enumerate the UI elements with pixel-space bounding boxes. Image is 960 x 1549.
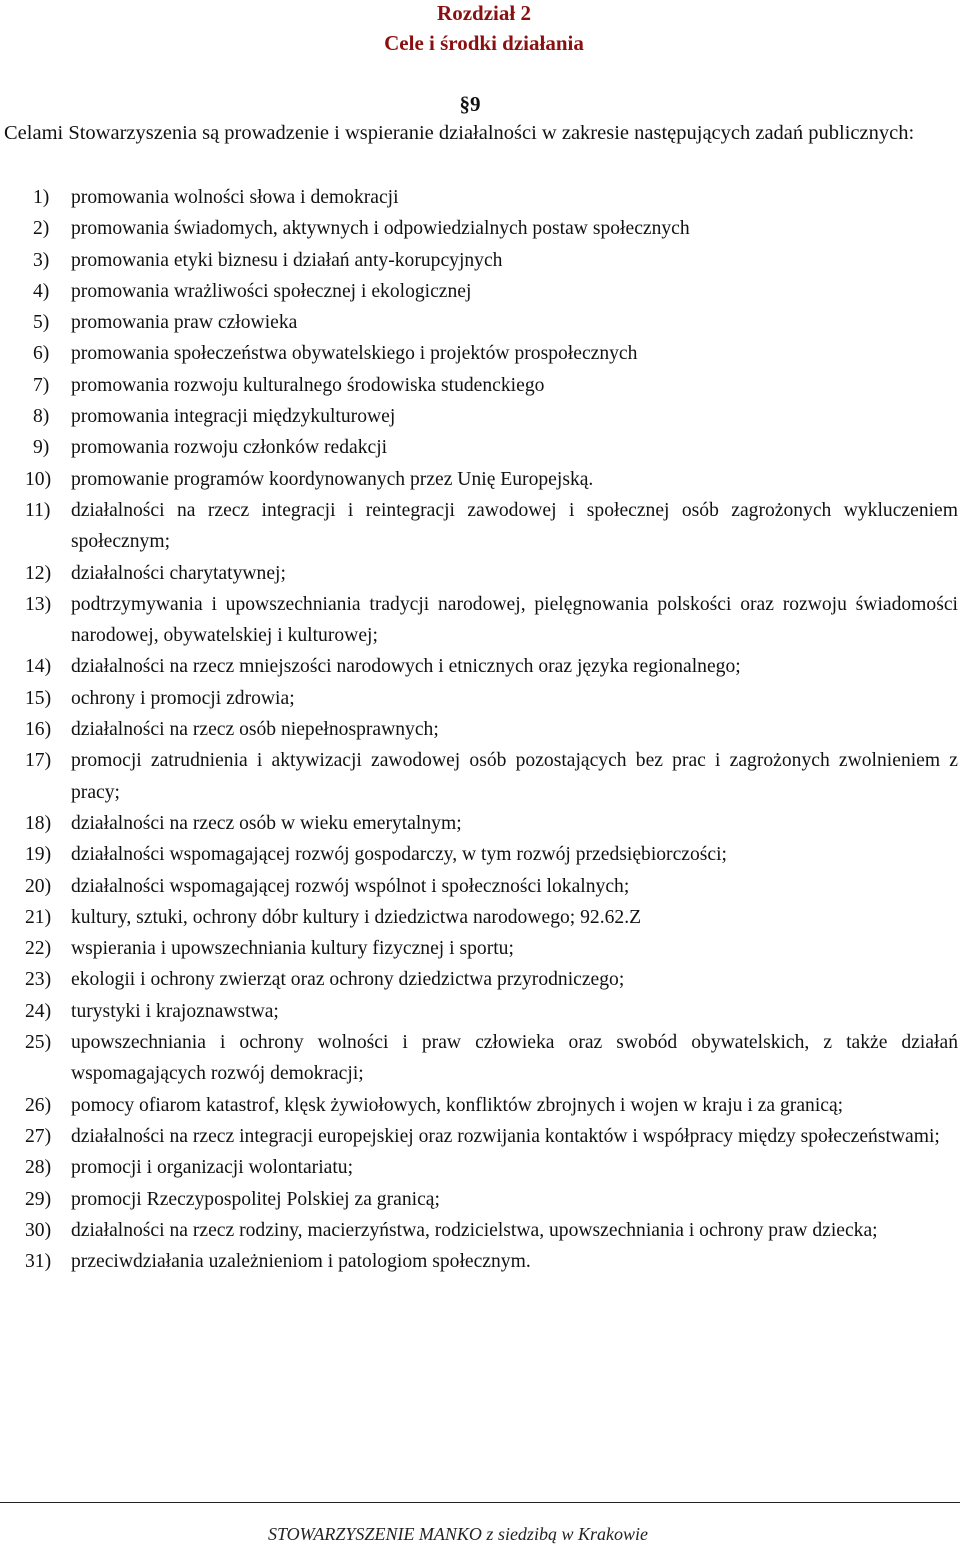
list-item-text: działalności na rzecz mniejszości narodowych i etnicznych oraz języka regionalnego; (71, 656, 741, 678)
list-item-text: działalności wspomagającej rozwój gospodarczy, w tym rozwój przedsiębiorczości; (71, 844, 727, 866)
list-item-number: 14) (25, 656, 52, 678)
list-item (0, 276, 960, 307)
list-item-text: wspierania i upowszechniania kultury fizycznej i sportu; (71, 938, 514, 960)
list-item-text: działalności na rzecz rodziny, macierzyństwa, rodzicielstwa, upowszechniania i ochrony praw dziecka; (71, 1219, 878, 1241)
list-item-number: 31) (25, 1251, 52, 1273)
list-item (0, 589, 960, 652)
list-item-text: upowszechniania i ochrony wolności i praw człowieka oraz swobód obywatelskich, z także działań wspomagających rozwój demokracji; (71, 1032, 958, 1085)
list-item-number: 9) (33, 437, 50, 459)
list-item-number: 7) (33, 374, 50, 396)
list-item-text: promocji zatrudnienia i aktywizacji zawodowej osób pozostających bez prac i zagrożonych zwolnieniem z pracy; (71, 750, 958, 803)
list-item-text: ekologii i ochrony zwierząt oraz ochrony dziedzictwa przyrodniczego; (71, 969, 625, 991)
list-item-text: promowania świadomych, aktywnych i odpowiedzialnych postaw społecznych (71, 218, 690, 240)
list-item-number: 22) (25, 938, 52, 960)
list-item-number: 12) (25, 562, 52, 584)
list-item-number: 11) (25, 499, 51, 521)
list-item-number: 28) (25, 1157, 52, 1179)
list-item-number: 1) (33, 187, 50, 208)
list-item (0, 683, 960, 714)
list-item-number: 5) (33, 312, 50, 334)
list-item-text: promocji Rzeczypospolitej Polskiej za granicą; (71, 1188, 440, 1210)
list-item (0, 307, 960, 338)
list-item-text: działalności na rzecz osób w wieku emerytalnym; (71, 812, 462, 834)
intro-paragraph: Celami Stowarzyszenia są prowadzenie i wspieranie działalności w zakresie następujących zadań publicznych: (4, 122, 915, 144)
list-item-number: 3) (33, 249, 50, 271)
list-item-text: działalności na rzecz integracji i reintegracji zawodowej i społecznej osób zagrożonych wykluczeniem społecznym; (71, 499, 958, 553)
list-item (0, 996, 960, 1027)
list-item (0, 558, 960, 589)
list-item (0, 964, 960, 995)
list-item-text: promowanie programów koordynowanych przez Unię Europejską. (71, 468, 594, 490)
list-item (0, 245, 960, 276)
list-item (0, 432, 960, 463)
list-item (0, 401, 960, 432)
list-item (0, 370, 960, 401)
list-item-number: 16) (25, 719, 52, 741)
list-item (0, 871, 960, 902)
footer-divider (0, 1502, 960, 1503)
list-item (0, 1215, 960, 1246)
list-item-text: pomocy ofiarom katastrof, klęsk żywiołowych, konfliktów zbrojnych i wojen w kraju i za granicą; (71, 1094, 844, 1116)
list-item-text: promowania wolności słowa i demokracji (71, 187, 399, 208)
list-item (0, 1152, 960, 1183)
list-item-number: 2) (33, 218, 50, 240)
list-item-text: promowania praw człowieka (71, 312, 298, 334)
list-item (0, 1027, 960, 1090)
list-item-text: promowania wrażliwości społecznej i ekologicznej (71, 280, 472, 302)
list-item-number: 6) (33, 343, 50, 365)
list-item-number: 8) (33, 406, 50, 428)
list-item-text: kultury, sztuki, ochrony dóbr kultury i dziedzictwa narodowego; 92.62.Z (71, 906, 642, 928)
list-item-text: promocji i organizacji wolontariatu; (71, 1157, 354, 1179)
list-item-text: działalności na rzecz integracji europejskiej oraz rozwijania kontaktów i współpracy między społeczeństwami; (71, 1125, 940, 1147)
page-footer: STOWARZYSZENIE MANKO z siedzibą w Krakowie (268, 1524, 648, 1544)
list-item (0, 745, 960, 808)
list-item (0, 1090, 960, 1121)
list-item-number: 29) (25, 1188, 52, 1210)
list-item-text: promowania rozwoju członków redakcji (71, 437, 388, 459)
list-item-text: turystyki i krajoznawstwa; (71, 1000, 279, 1022)
list-item-text: przeciwdziałania uzależnieniom i patologiom społecznym. (71, 1251, 531, 1273)
list-item-text: promowania społeczeństwa obywatelskiego i projektów prospołecznych (71, 343, 638, 365)
list-item (0, 839, 960, 870)
list-item-number: 20) (25, 875, 52, 897)
list-item-text: promowania rozwoju kulturalnego środowiska studenckiego (71, 374, 545, 396)
list-item-number: 21) (25, 906, 52, 928)
list-item-number: 23) (25, 969, 52, 991)
list-item-text: podtrzymywania i upowszechniania tradycji narodowej, pielęgnowania polskości oraz rozwoju świadomości narodowej, obywatelskiej i kulturowej; (71, 593, 958, 647)
list-item (0, 495, 960, 558)
goals-list (0, 182, 960, 1277)
list-item (0, 651, 960, 682)
list-item-text: działalności na rzecz osób niepełnosprawnych; (71, 719, 439, 741)
list-item (0, 182, 960, 213)
list-item (0, 464, 960, 495)
list-item-number: 18) (25, 812, 52, 834)
list-item (0, 1246, 960, 1277)
list-item (0, 1121, 960, 1152)
list-item-number: 26) (25, 1094, 52, 1116)
list-item-number: 4) (33, 280, 50, 302)
list-item-number: 24) (25, 1000, 52, 1022)
list-item (0, 213, 960, 244)
list-item-number: 15) (25, 687, 52, 709)
list-item-text: działalności charytatywnej; (71, 562, 286, 584)
list-item (0, 338, 960, 369)
list-item (0, 808, 960, 839)
list-item-text: ochrony i promocji zdrowia; (71, 687, 295, 709)
list-item-text: działalności wspomagającej rozwój wspólnot i społeczności lokalnych; (71, 875, 630, 897)
list-item-number: 19) (25, 844, 52, 866)
list-item-text: promowania etyki biznesu i działań anty-korupcyjnych (71, 249, 503, 271)
chapter-heading: Rozdział 2 (437, 1, 531, 25)
list-item-number: 10) (25, 468, 52, 490)
list-item-number: 30) (25, 1219, 52, 1241)
list-item (0, 1184, 960, 1215)
list-item (0, 714, 960, 745)
chapter-subtitle: Cele i środki działania (384, 31, 584, 55)
list-item (0, 902, 960, 933)
list-item-number: 25) (25, 1032, 52, 1054)
list-item-text: promowania integracji międzykulturowej (71, 406, 396, 428)
list-item-number: 27) (25, 1125, 52, 1147)
section-number: §9 (459, 92, 481, 116)
list-item (0, 933, 960, 964)
list-item-number: 17) (25, 750, 52, 772)
list-item-number: 13) (25, 593, 52, 615)
